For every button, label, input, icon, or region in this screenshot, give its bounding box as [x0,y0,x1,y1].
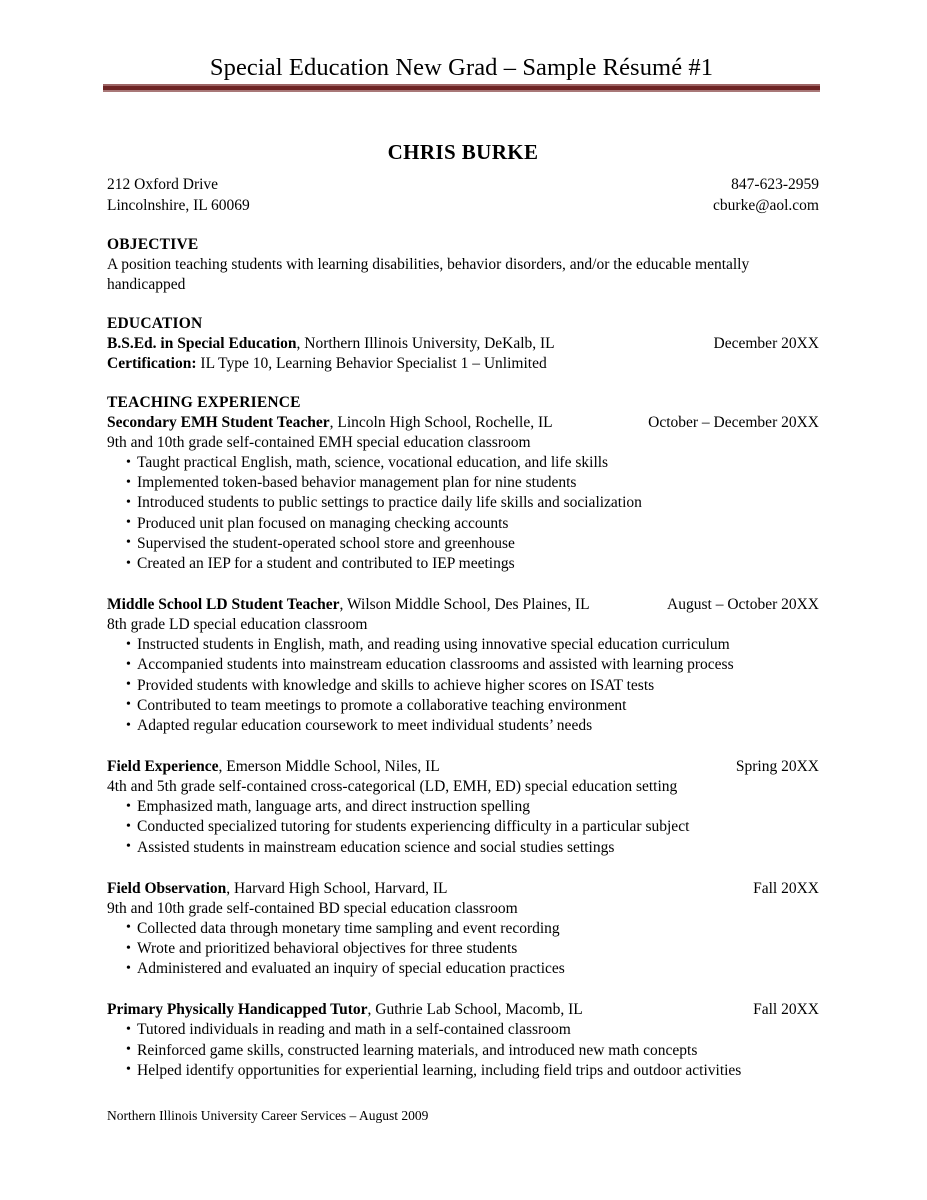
experience-entry-date: October – December 20XX [648,414,819,431]
experience-entry-org: , Emerson Middle School, Niles, IL [218,758,440,776]
bullet-item: • Contributed to team meetings to promote a collaborative teaching environment [107,696,819,716]
experience-heading: TEACHING EXPERIENCE [107,394,301,411]
experience-entry-org: , Wilson Middle School, Des Plaines, IL [339,596,590,614]
bullet-item: • Reinforced game skills, constructed learning materials, and introduced new math concepts [107,1041,819,1061]
experience-entry-header [107,1000,819,1020]
experience-entry-title [107,879,448,899]
contact-phone-email [713,174,819,216]
experience-entry-header [107,757,819,777]
address-line-1: 212 Oxford Drive [107,176,219,193]
contact-address [107,174,250,216]
candidate-name: CHRIS BURKE [387,140,539,164]
phone-number: 847-623-2959 [731,176,819,193]
experience-section [107,393,819,1081]
experience-entry-title [107,757,440,777]
bullet-item: • Conducted specialized tutoring for students experiencing difficulty in a particular subject [107,817,819,837]
experience-entry-date: Fall 20XX [753,1001,819,1019]
experience-entry-role: Field Experience [107,758,219,776]
experience-entry-org: , Harvard High School, Harvard, IL [226,879,448,897]
experience-entry-description: 9th and 10th grade self-contained EMH special education classroom [107,434,531,451]
email-address: cburke@aol.com [713,197,819,214]
objective-text: A position teaching students with learning disabilities, behavior disorders, and/or the educable mentally handicapped [107,256,750,293]
experience-entry-header [107,413,819,433]
experience-entry-date: August – October 20XX [667,596,819,614]
bullet-item: • Assisted students in mainstream education science and social studies settings [107,838,819,858]
experience-entry-title [107,1000,583,1020]
education-degree-date: December 20XX [713,335,819,352]
education-degree [107,334,555,354]
experience-entry-role: Secondary EMH Student Teacher [107,414,330,431]
title-divider [103,84,820,92]
experience-entry-description: 9th and 10th grade self-contained BD special education classroom [107,899,518,917]
bullet-item: • Accompanied students into mainstream education classrooms and assisted with learning process [107,655,819,675]
experience-entry-bullets [107,797,819,858]
experience-entry-date: Spring 20XX [735,758,819,776]
experience-entry-role: Middle School LD Student Teacher [107,596,340,614]
experience-entry-date: Fall 20XX [753,879,819,897]
bullet-item: • Produced unit plan focused on managing checking accounts [107,514,819,534]
experience-entry-description: 8th grade LD special education classroom [107,616,368,634]
bullet-item: • Wrote and prioritized behavioral objectives for three students [107,939,819,959]
education-section [107,314,819,374]
bullet-item: • Collected data through monetary time sampling and event recording [107,919,819,939]
education-degree-bold: B.S.Ed. in Special Education [107,335,297,352]
experience-entry-org: , Guthrie Lab School, Macomb, IL [367,1001,583,1019]
experience-entry-title [107,595,590,615]
certification-value: IL Type 10, Learning Behavior Specialist 1 – Unlimited [196,355,547,372]
bullet-item: • Instructed students in English, math, and reading using innovative special education curriculum [107,635,819,655]
contact-block [107,174,819,216]
bullet-item: • Provided students with knowledge and skills to achieve higher scores on ISAT tests [107,676,819,696]
education-degree-row [107,334,819,354]
experience-entry-header [107,595,819,615]
education-heading: EDUCATION [107,315,203,332]
bullet-item: • Implemented token-based behavior management plan for nine students [107,473,819,493]
experience-entry-description: 4th and 5th grade self-contained cross-categorical (LD, EMH, ED) special education setting [107,778,678,796]
bullet-item: • Adapted regular education coursework to meet individual students’ needs [107,716,819,736]
bullet-item: • Created an IEP for a student and contributed to IEP meetings [107,554,819,574]
experience-entry [107,757,819,858]
certification-label: Certification: [107,355,197,372]
experience-entry-bullets [107,1020,819,1081]
bullet-item: • Taught practical English, math, science, vocational education, and life skills [107,453,819,473]
bullet-item: • Administered and evaluated an inquiry of special education practices [107,959,819,979]
education-degree-rest: , Northern Illinois University, DeKalb, IL [296,335,555,352]
address-line-2: Lincolnshire, IL 60069 [107,197,250,214]
experience-entry [107,1000,819,1081]
experience-entry-bullets [107,919,819,980]
bullet-item: • Emphasized math, language arts, and direct instruction spelling [107,797,819,817]
bullet-item: • Tutored individuals in reading and math in a self-contained classroom [107,1020,819,1040]
experience-entry-bullets [107,453,819,574]
education-certification [107,354,819,374]
experience-entry-role: Field Observation [107,879,227,897]
objective-heading: OBJECTIVE [107,236,199,253]
bullet-item: • Supervised the student-operated school store and greenhouse [107,534,819,554]
experience-entry [107,595,819,736]
bullet-item: • Helped identify opportunities for experiential learning, including field trips and outdoor activities [107,1061,819,1081]
bullet-item: • Introduced students to public settings to practice daily life skills and socialization [107,493,819,513]
page-title: Special Education New Grad – Sample Résumé #1 [209,54,714,81]
page-footer: Northern Illinois University Career Services – August 2009 [107,1108,429,1123]
experience-entry-title [107,413,553,433]
experience-entry [107,879,819,980]
experience-entry-org: , Lincoln High School, Rochelle, IL [329,414,553,431]
experience-entry-role: Primary Physically Handicapped Tutor [107,1001,368,1019]
experience-entry-bullets [107,635,819,736]
experience-entry [107,413,819,574]
experience-entry-header [107,879,819,899]
experience-entry-list [107,413,819,1081]
objective-section [107,235,819,295]
resume-content [107,140,819,1081]
